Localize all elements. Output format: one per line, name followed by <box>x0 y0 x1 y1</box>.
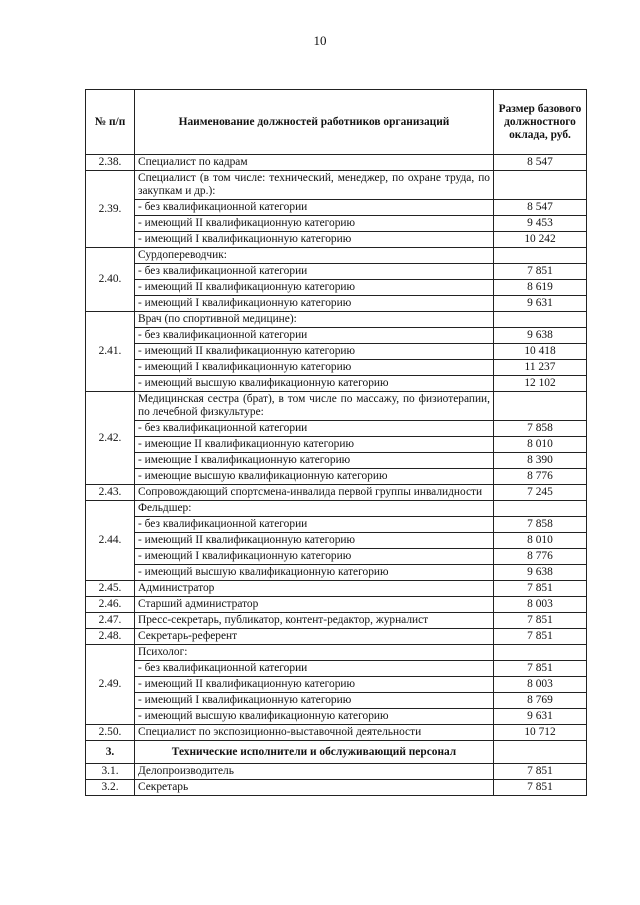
table-row <box>86 328 587 344</box>
position-name: Специалист по кадрам <box>135 155 494 171</box>
position-name: - имеющий I квалификационную категорию <box>135 693 494 709</box>
position-name: Делопроизводитель <box>135 764 494 780</box>
position-name: - имеющий высшую квалификационную категорию <box>135 565 494 581</box>
position-name: Секретарь <box>135 780 494 796</box>
base-salary: 7 851 <box>494 581 587 597</box>
table-row <box>86 501 587 517</box>
base-salary <box>494 392 587 421</box>
position-name: - имеющий II квалификационную категорию <box>135 533 494 549</box>
position-name: - без квалификационной категории <box>135 517 494 533</box>
position-name: Сопровождающий спортсмена-инвалида первой группы инвалидности <box>135 485 494 501</box>
base-salary: 8 010 <box>494 437 587 453</box>
row-number: 2.47. <box>86 613 135 629</box>
base-salary: 8 547 <box>494 200 587 216</box>
table-row <box>86 264 587 280</box>
row-number: 2.43. <box>86 485 135 501</box>
base-salary: 7 851 <box>494 613 587 629</box>
position-name: - имеющие высшую квалификационную категорию <box>135 469 494 485</box>
position-name: - без квалификационной категории <box>135 661 494 677</box>
table-row <box>86 280 587 296</box>
row-number: 2.39. <box>86 171 135 248</box>
position-name: - без квалификационной категории <box>135 328 494 344</box>
table-row <box>86 376 587 392</box>
base-salary: 10 242 <box>494 232 587 248</box>
base-salary: 7 858 <box>494 421 587 437</box>
table-row <box>86 533 587 549</box>
base-salary: 8 619 <box>494 280 587 296</box>
position-name: - имеющие I квалификационную категорию <box>135 453 494 469</box>
table-row <box>86 597 587 613</box>
base-salary <box>494 171 587 200</box>
table-row <box>86 171 587 200</box>
row-number: 2.44. <box>86 501 135 581</box>
position-name: Специалист по экспозиционно-выставочной деятельности <box>135 725 494 741</box>
section-title: Технические исполнители и обслуживающий персонал <box>135 741 494 764</box>
base-salary: 9 638 <box>494 565 587 581</box>
row-number: 2.42. <box>86 392 135 485</box>
table-row <box>86 216 587 232</box>
base-salary: 9 631 <box>494 709 587 725</box>
table-row <box>86 517 587 533</box>
row-number: 2.38. <box>86 155 135 171</box>
base-salary: 8 547 <box>494 155 587 171</box>
row-number: 2.45. <box>86 581 135 597</box>
position-name: Врач (по спортивной медицине): <box>135 312 494 328</box>
table-row <box>86 693 587 709</box>
position-name: - имеющий высшую квалификационную категорию <box>135 376 494 392</box>
position-name: - имеющий высшую квалификационную категорию <box>135 709 494 725</box>
row-number: 2.46. <box>86 597 135 613</box>
base-salary: 8 776 <box>494 549 587 565</box>
row-number: 2.40. <box>86 248 135 312</box>
table-row <box>86 549 587 565</box>
table-row <box>86 764 587 780</box>
row-number: 3. <box>86 741 135 764</box>
position-name: - имеющий I квалификационную категорию <box>135 232 494 248</box>
row-number: 3.1. <box>86 764 135 780</box>
base-salary: 7 858 <box>494 517 587 533</box>
table-row <box>86 248 587 264</box>
table-row <box>86 232 587 248</box>
row-number: 2.48. <box>86 629 135 645</box>
table-row <box>86 360 587 376</box>
table-row <box>86 200 587 216</box>
table-row <box>86 645 587 661</box>
table-row <box>86 780 587 796</box>
base-salary: 10 712 <box>494 725 587 741</box>
position-name: - имеющий II квалификационную категорию <box>135 677 494 693</box>
position-name: - без квалификационной категории <box>135 200 494 216</box>
base-salary: 8 776 <box>494 469 587 485</box>
table-row <box>86 453 587 469</box>
position-name: Фельдшер: <box>135 501 494 517</box>
position-name: Медицинская сестра (брат), в том числе по массажу, по физиотерапии, по лечебной физкультуре: <box>135 392 494 421</box>
table-row <box>86 155 587 171</box>
table-row <box>86 677 587 693</box>
base-salary <box>494 501 587 517</box>
table-row <box>86 725 587 741</box>
base-salary: 8 010 <box>494 533 587 549</box>
table-row <box>86 629 587 645</box>
position-name: - без квалификационной категории <box>135 421 494 437</box>
table-row <box>86 344 587 360</box>
row-number: 2.50. <box>86 725 135 741</box>
base-salary: 8 769 <box>494 693 587 709</box>
table-row <box>86 581 587 597</box>
position-name: - имеющий I квалификационную категорию <box>135 360 494 376</box>
table-row <box>86 312 587 328</box>
table-row <box>86 392 587 421</box>
table-row <box>86 741 587 764</box>
position-name: Психолог: <box>135 645 494 661</box>
table-row <box>86 661 587 677</box>
base-salary: 7 851 <box>494 629 587 645</box>
base-salary: 7 245 <box>494 485 587 501</box>
base-salary: 7 851 <box>494 661 587 677</box>
base-salary: 12 102 <box>494 376 587 392</box>
base-salary: 8 003 <box>494 597 587 613</box>
header-salary: Размер базового должностного оклада, руб. <box>494 90 587 155</box>
row-number: 3.2. <box>86 780 135 796</box>
position-name: - имеющий I квалификационную категорию <box>135 549 494 565</box>
position-name: - имеющий II квалификационную категорию <box>135 280 494 296</box>
table-row <box>86 613 587 629</box>
base-salary <box>494 248 587 264</box>
position-name: - без квалификационной категории <box>135 264 494 280</box>
header-num: № п/п <box>86 90 135 155</box>
table-row <box>86 421 587 437</box>
row-number: 2.41. <box>86 312 135 392</box>
row-number: 2.49. <box>86 645 135 725</box>
base-salary <box>494 312 587 328</box>
position-name: Администратор <box>135 581 494 597</box>
position-name: - имеющие II квалификационную категорию <box>135 437 494 453</box>
table-body <box>86 155 587 796</box>
position-name: Старший администратор <box>135 597 494 613</box>
base-salary: 8 390 <box>494 453 587 469</box>
position-name: - имеющий I квалификационную категорию <box>135 296 494 312</box>
table-row <box>86 485 587 501</box>
base-salary <box>494 645 587 661</box>
base-salary: 9 638 <box>494 328 587 344</box>
base-salary: 10 418 <box>494 344 587 360</box>
base-salary: 9 631 <box>494 296 587 312</box>
position-name: Сурдопереводчик: <box>135 248 494 264</box>
page-number: 10 <box>313 33 327 48</box>
table-row <box>86 469 587 485</box>
base-salary <box>494 741 587 764</box>
base-salary: 7 851 <box>494 780 587 796</box>
position-name: Пресс-секретарь, публикатор, контент-редактор, журналист <box>135 613 494 629</box>
table-row <box>86 296 587 312</box>
position-name: - имеющий II квалификационную категорию <box>135 216 494 232</box>
table-row <box>86 437 587 453</box>
salary-table <box>85 89 587 796</box>
base-salary: 7 851 <box>494 264 587 280</box>
position-name: Секретарь-референт <box>135 629 494 645</box>
position-name: - имеющий II квалификационную категорию <box>135 344 494 360</box>
table-row <box>86 709 587 725</box>
header-name: Наименование должностей работников организаций <box>135 90 494 155</box>
base-salary: 8 003 <box>494 677 587 693</box>
base-salary: 9 453 <box>494 216 587 232</box>
table-row <box>86 565 587 581</box>
base-salary: 11 237 <box>494 360 587 376</box>
base-salary: 7 851 <box>494 764 587 780</box>
position-name: Специалист (в том числе: технический, менеджер, по охране труда, по закупкам и др.): <box>135 171 494 200</box>
